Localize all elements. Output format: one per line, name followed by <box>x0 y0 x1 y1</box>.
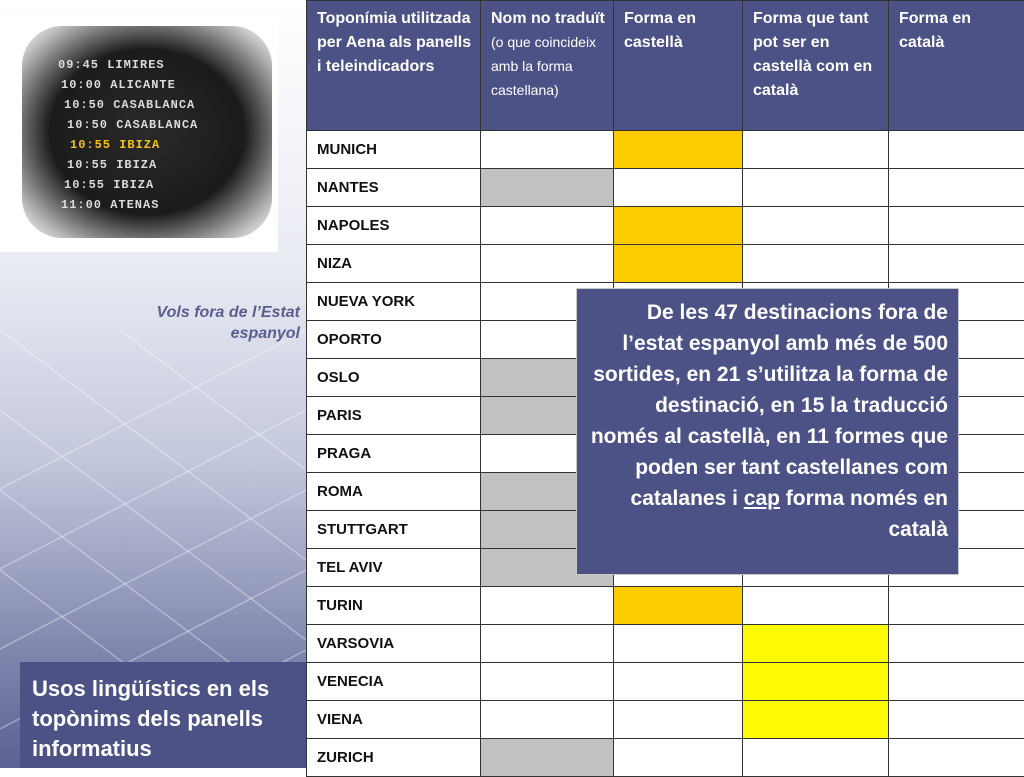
destination-name: ROMA <box>307 473 481 511</box>
category-cell <box>743 625 889 663</box>
underlined-word: cap <box>744 487 780 510</box>
category-cell <box>614 131 743 169</box>
table-row <box>307 739 1024 777</box>
destination-name: VENECIA <box>307 663 481 701</box>
destination-name: MUNICH <box>307 131 481 169</box>
destination-name: VIENA <box>307 701 481 739</box>
table-row <box>307 131 1024 169</box>
board-row: 10:50 CASABLANCA <box>67 118 198 134</box>
category-cell <box>614 739 743 777</box>
category-cell <box>481 131 614 169</box>
destination-name: NANTES <box>307 169 481 207</box>
category-cell <box>481 739 614 777</box>
board-row: 10:55 IBIZA <box>70 138 160 154</box>
table-header-row <box>307 1 1024 131</box>
category-cell <box>743 245 889 283</box>
category-cell <box>614 625 743 663</box>
category-cell <box>481 245 614 283</box>
category-cell <box>889 739 1024 777</box>
table-row <box>307 169 1024 207</box>
destination-name: NIZA <box>307 245 481 283</box>
category-cell <box>481 701 614 739</box>
slide-title <box>20 662 306 768</box>
category-cell <box>614 587 743 625</box>
category-cell <box>743 701 889 739</box>
destination-name: PRAGA <box>307 435 481 473</box>
category-cell <box>743 587 889 625</box>
destination-name: ZURICH <box>307 739 481 777</box>
category-cell <box>889 625 1024 663</box>
destination-name: NUEVA YORK <box>307 283 481 321</box>
category-cell <box>481 169 614 207</box>
category-cell <box>481 625 614 663</box>
departure-board-image <box>0 14 278 252</box>
category-cell <box>889 169 1024 207</box>
category-cell <box>743 739 889 777</box>
destination-name: TURIN <box>307 587 481 625</box>
destination-name: TEL AVIV <box>307 549 481 587</box>
title-line-2: topònims dels panells <box>32 704 306 734</box>
category-cell <box>889 207 1024 245</box>
board-row: 10:50 CASABLANCA <box>64 98 195 114</box>
board-row: 09:45 LIMIRES <box>58 58 165 74</box>
table-row <box>307 663 1024 701</box>
category-cell <box>889 663 1024 701</box>
category-cell <box>614 207 743 245</box>
table-row <box>307 701 1024 739</box>
side-label: Vols fora de l’Estat espanyol <box>100 302 300 344</box>
header-catalan: Forma en català <box>889 1 1024 131</box>
category-cell <box>614 245 743 283</box>
category-cell <box>743 663 889 701</box>
title-line-3: informatius <box>32 734 306 764</box>
table-row <box>307 625 1024 663</box>
category-cell <box>889 131 1024 169</box>
category-cell <box>889 587 1024 625</box>
title-line-1: Usos lingüístics en els <box>32 674 306 704</box>
board-row: 10:55 IBIZA <box>64 178 154 194</box>
category-cell <box>614 169 743 207</box>
category-cell <box>481 663 614 701</box>
header-aena: Toponímia utilitzada per Aena als panells i teleindicadors <box>307 1 481 131</box>
destination-name: OPORTO <box>307 321 481 359</box>
category-cell <box>614 663 743 701</box>
header-not-translated: Nom no traduït (o que coincideix amb la forma castellana) <box>481 1 614 131</box>
category-cell <box>481 587 614 625</box>
board-row: 10:00 ALICANTE <box>61 78 176 94</box>
table-row <box>307 207 1024 245</box>
summary-callout: De les 47 destinacions fora de l’estat espanyol amb més de 500 sortides, en 21 s’utilitza la forma de destinació, en 15 la traducció només al castellà, en 11 formes que poden ser tant castellanes com catalanes i cap forma només en català <box>576 288 959 575</box>
board-row: 11:00 ATENAS <box>61 198 159 214</box>
destination-name: STUTTGART <box>307 511 481 549</box>
header-both: Forma que tant pot ser en castellà com en català <box>743 1 889 131</box>
category-cell <box>743 131 889 169</box>
destination-name: VARSOVIA <box>307 625 481 663</box>
category-cell <box>614 701 743 739</box>
category-cell <box>481 207 614 245</box>
category-cell <box>889 701 1024 739</box>
board-row: 10:55 IBIZA <box>67 158 157 174</box>
table-row <box>307 587 1024 625</box>
category-cell <box>889 245 1024 283</box>
category-cell <box>743 169 889 207</box>
header-castellano: Forma en castellà <box>614 1 743 131</box>
destination-name: PARIS <box>307 397 481 435</box>
category-cell <box>743 207 889 245</box>
table-row <box>307 245 1024 283</box>
destination-name: NAPOLES <box>307 207 481 245</box>
destination-name: OSLO <box>307 359 481 397</box>
